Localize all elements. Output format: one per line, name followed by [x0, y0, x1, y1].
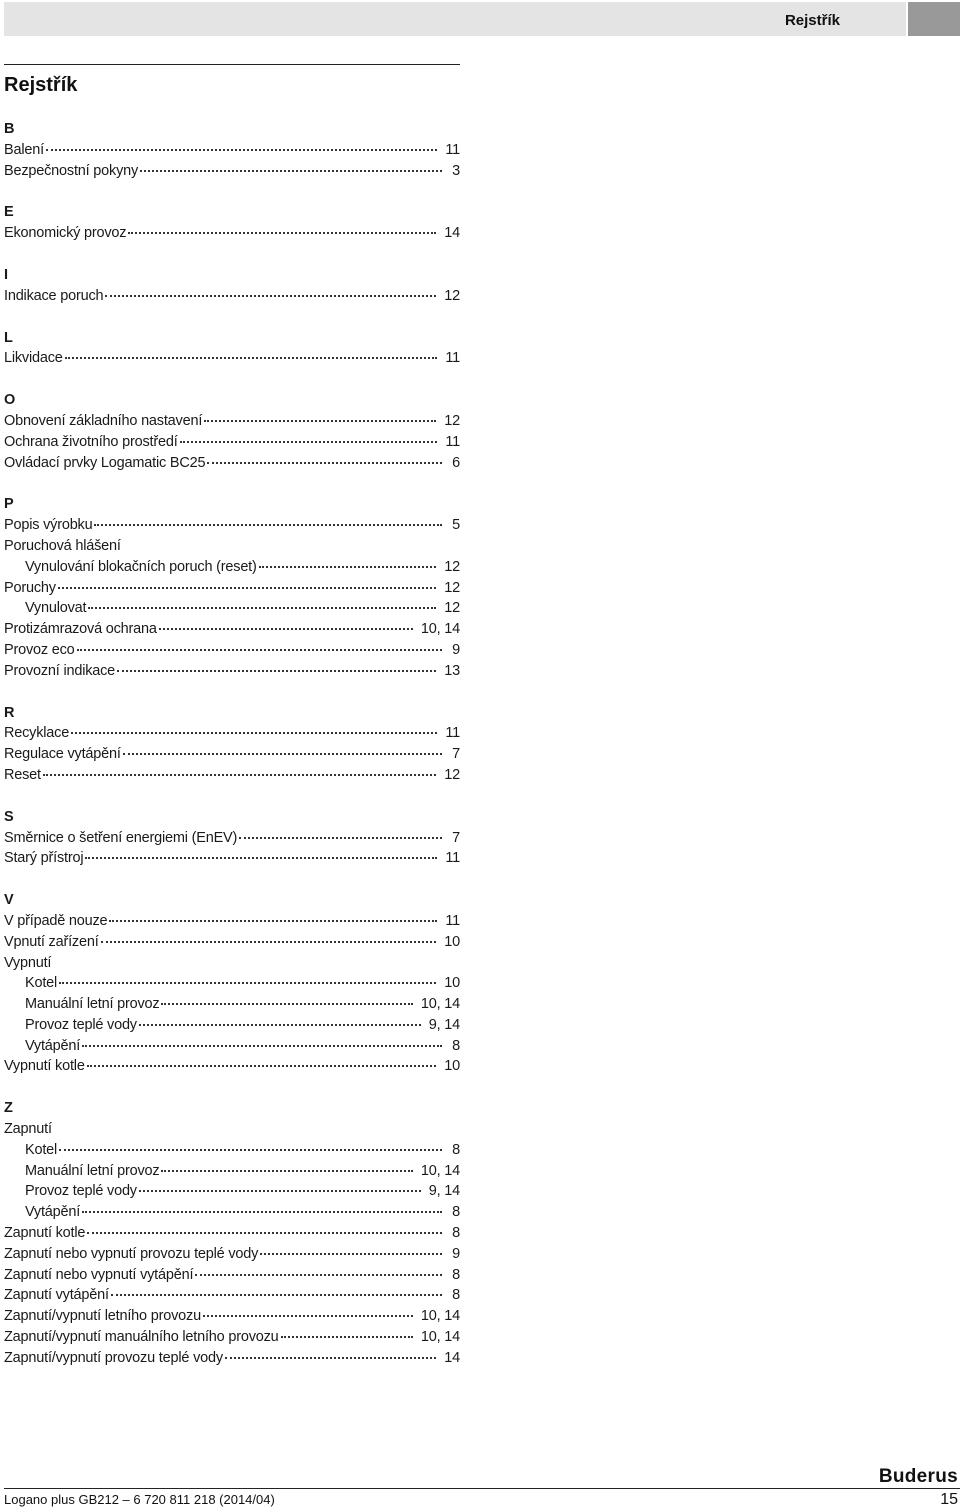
index-entry: [4, 223, 460, 244]
index-subentry: [4, 973, 460, 994]
index-letter-heading: V: [4, 892, 14, 909]
index-letter-heading: E: [4, 204, 14, 221]
index-entry-page: 9, 14: [428, 1183, 460, 1200]
index-entry-page: 9, 14: [428, 1016, 460, 1033]
index-entry: [4, 932, 460, 953]
index-letter-heading: Z: [4, 1100, 13, 1117]
dot-leader: [123, 753, 442, 755]
index-group: [4, 890, 460, 1077]
index-entry-label: Zapnutí/vypnutí manuálního letního provozu: [4, 1329, 279, 1346]
index-entry: [4, 1119, 460, 1140]
title-divider: [4, 64, 460, 65]
index-entry-page: 12: [444, 558, 460, 575]
index-entry-label: Vytápění: [25, 1037, 81, 1054]
index-letter-heading: R: [4, 704, 15, 721]
index-letter-heading: S: [4, 808, 14, 825]
index-entry-page: 11: [445, 141, 460, 158]
brand-logo: Buderus: [878, 1466, 958, 1487]
index-entry-label: V případě nouze: [4, 912, 108, 929]
index-entry-page: 7: [452, 829, 460, 846]
dot-leader: [87, 1232, 442, 1234]
index-entry-label: Ekonomický provoz: [4, 225, 127, 242]
index-subentry: [4, 1202, 460, 1223]
index-group: [4, 265, 460, 307]
index-group: [4, 1098, 460, 1368]
index-entry: [4, 453, 460, 474]
index-entry-page: 10: [444, 975, 460, 992]
index-entry-label: Ovládací prvky Logamatic BC25: [4, 454, 206, 471]
index-entry-page: 5: [452, 517, 460, 534]
dot-leader: [225, 1357, 436, 1359]
index-entry-page: 14: [444, 1349, 460, 1366]
index-entry-label: Poruchová hlášení: [4, 537, 121, 554]
index-entry: [4, 765, 460, 786]
index-subentry: [4, 598, 460, 619]
index-group: [4, 119, 460, 181]
index-entry-label: Kotel: [25, 975, 58, 992]
index-entry-page: 11: [445, 433, 460, 450]
dot-leader: [161, 1003, 412, 1005]
index-entry-page: 9: [452, 641, 460, 658]
index-entry-page: 8: [452, 1287, 460, 1304]
index-entry: [4, 1244, 460, 1265]
index-entry-page: 10, 14: [420, 1308, 460, 1325]
index-entry-page: 3: [452, 162, 460, 179]
index-entry-label: Vypnutí: [4, 954, 52, 971]
index-entry: [4, 1327, 460, 1348]
dot-leader: [204, 420, 436, 422]
footer-document-info: Logano plus GB212 – 6 720 811 218 (2014/04): [4, 1492, 275, 1507]
dot-leader: [195, 1274, 442, 1276]
dot-leader: [71, 732, 437, 734]
dot-leader: [82, 1045, 442, 1047]
dot-leader: [281, 1336, 413, 1338]
index-entry: [4, 286, 460, 307]
index-entry-page: 6: [452, 454, 460, 471]
index-entry-label: Protizámrazová ochrana: [4, 621, 157, 638]
index-subentry: [4, 1036, 460, 1057]
index-entry-label: Vynulovat: [25, 600, 87, 617]
dot-leader: [260, 1253, 442, 1255]
index-entry-label: Zapnutí kotle: [4, 1225, 86, 1242]
dot-leader: [140, 170, 442, 172]
page-number: 15: [940, 1491, 958, 1508]
dot-leader: [161, 1170, 412, 1172]
index-entry-label: Recyklace: [4, 725, 70, 742]
index-entry: [4, 911, 460, 932]
index-subentry: [4, 1161, 460, 1182]
index-entry-page: 12: [444, 412, 460, 429]
index-entry-page: 12: [444, 766, 460, 783]
dot-leader: [65, 357, 438, 359]
index-letter-heading: I: [4, 266, 9, 283]
index-entry: [4, 828, 460, 849]
dot-leader: [259, 566, 437, 568]
dot-leader: [85, 857, 437, 859]
index-entry-label: Zapnutí/vypnutí letního provozu: [4, 1308, 201, 1325]
index-entry: [4, 1285, 460, 1306]
index-group: [4, 494, 460, 681]
dot-leader: [43, 774, 436, 776]
index-entry: [4, 432, 460, 453]
index-letter-heading: B: [4, 121, 15, 137]
header-bar: [4, 2, 906, 36]
index-entry-page: 8: [452, 1141, 460, 1158]
index-group: [4, 328, 460, 370]
index-entry-label: Zapnutí: [4, 1121, 52, 1138]
index-entry: [4, 661, 460, 682]
index-entry-label: Kotel: [25, 1141, 58, 1158]
dot-leader: [46, 149, 437, 151]
dot-leader: [139, 1190, 421, 1192]
index-entry: [4, 161, 460, 182]
index-entry-page: 11: [445, 912, 460, 929]
index-letter-heading: O: [4, 392, 16, 409]
index-entry-label: Bezpečnostní pokyny: [4, 162, 139, 179]
dot-leader: [180, 441, 438, 443]
index-entry-label: Reset: [4, 766, 41, 783]
index-group: [4, 807, 460, 869]
dot-leader: [87, 1065, 437, 1067]
dot-leader: [139, 1024, 421, 1026]
index-entry-page: 10: [444, 1058, 460, 1075]
index-entry-page: 8: [452, 1266, 460, 1283]
index-entry: [4, 1265, 460, 1286]
index-letter-heading: L: [4, 329, 13, 346]
index-entry: [4, 953, 460, 974]
dot-leader: [128, 232, 436, 234]
dot-leader: [58, 587, 436, 589]
index-group: [4, 390, 460, 473]
index-entry-page: 12: [444, 579, 460, 596]
index-entry-label: Ochrana životního prostředí: [4, 433, 178, 450]
index-entry: [4, 348, 460, 369]
index-entry-label: Likvidace: [4, 350, 63, 367]
dot-leader: [59, 982, 436, 984]
index-entry: [4, 1306, 460, 1327]
dot-leader: [82, 1211, 442, 1213]
index-subentry: [4, 1140, 460, 1161]
index-entry-label: Zapnutí nebo vypnutí provozu teplé vody: [4, 1245, 259, 1262]
index-entry-label: Směrnice o šetření energiemi (EnEV): [4, 829, 238, 846]
index-subentry: [4, 1015, 460, 1036]
index-entry-label: Regulace vytápění: [4, 746, 121, 763]
index-letter-heading: P: [4, 496, 14, 513]
index-entry-page: 7: [452, 746, 460, 763]
index-entry-page: 11: [445, 850, 460, 867]
index-entry-page: 10: [444, 933, 460, 950]
index-entry-page: 14: [444, 225, 460, 242]
index-subentry: [4, 1181, 460, 1202]
dot-leader: [101, 941, 437, 943]
dot-leader: [105, 295, 436, 297]
footer-divider: [4, 1488, 960, 1489]
index-list: [4, 119, 460, 1390]
index-subentry: [4, 557, 460, 578]
index-entry: [4, 848, 460, 869]
index-entry-label: Zapnutí vytápění: [4, 1287, 109, 1304]
index-entry: [4, 536, 460, 557]
index-entry-page: 10, 14: [420, 996, 460, 1013]
index-entry-page: 8: [452, 1204, 460, 1221]
index-entry-page: 12: [444, 600, 460, 617]
index-entry-label: Zapnutí/vypnutí provozu teplé vody: [4, 1349, 223, 1366]
index-entry-label: Popis výrobku: [4, 517, 93, 534]
index-entry: [4, 1056, 460, 1077]
dot-leader: [94, 524, 442, 526]
index-entry-label: Obnovení základního nastavení: [4, 412, 203, 429]
index-entry-page: 10, 14: [420, 1162, 460, 1179]
index-entry-page: 10, 14: [420, 621, 460, 638]
index-entry-label: Starý přístroj: [4, 850, 84, 867]
dot-leader: [203, 1315, 413, 1317]
page-title: Rejstřík: [4, 74, 78, 96]
index-entry: [4, 640, 460, 661]
index-entry-label: Manuální letní provoz: [25, 996, 160, 1013]
dot-leader: [117, 670, 436, 672]
index-entry-page: 8: [452, 1225, 460, 1242]
index-entry-label: Vypnutí kotle: [4, 1058, 85, 1075]
index-entry-page: 13: [444, 662, 460, 679]
index-group: [4, 202, 460, 244]
index-entry-label: Provoz teplé vody: [25, 1016, 137, 1033]
index-entry-label: Provozní indikace: [4, 662, 116, 679]
index-group: [4, 703, 460, 786]
index-entry-label: Manuální letní provoz: [25, 1162, 160, 1179]
dot-leader: [207, 462, 442, 464]
index-entry: [4, 1348, 460, 1369]
index-subentry: [4, 994, 460, 1015]
dot-leader: [59, 1149, 442, 1151]
index-entry: [4, 1223, 460, 1244]
dot-leader: [88, 607, 436, 609]
index-entry-page: 10, 14: [420, 1329, 460, 1346]
index-entry-label: Vytápění: [25, 1204, 81, 1221]
index-entry-page: 9: [452, 1245, 460, 1262]
index-entry: [4, 723, 460, 744]
index-entry-label: Poruchy: [4, 579, 56, 596]
index-entry-label: Indikace poruch: [4, 287, 104, 304]
index-entry-label: Vpnutí zařízení: [4, 933, 99, 950]
index-entry: [4, 744, 460, 765]
index-entry-label: Vynulování blokačních poruch (reset): [25, 558, 257, 575]
index-entry-page: 11: [445, 725, 460, 742]
index-entry-page: 11: [445, 350, 460, 367]
dot-leader: [111, 1294, 442, 1296]
index-entry: [4, 140, 460, 161]
header-title: Rejstřík: [784, 12, 840, 29]
dot-leader: [159, 628, 413, 630]
index-entry-page: 8: [452, 1037, 460, 1054]
header-tab-marker: [908, 2, 960, 36]
index-entry-label: Provoz teplé vody: [25, 1183, 137, 1200]
index-entry: [4, 619, 460, 640]
index-entry-page: 12: [444, 287, 460, 304]
index-entry-label: Provoz eco: [4, 641, 75, 658]
index-entry: [4, 411, 460, 432]
index-entry: [4, 515, 460, 536]
dot-leader: [109, 920, 437, 922]
index-entry-label: Balení: [4, 141, 44, 158]
index-entry-label: Zapnutí nebo vypnutí vytápění: [4, 1266, 194, 1283]
dot-leader: [77, 649, 442, 651]
index-entry: [4, 578, 460, 599]
dot-leader: [239, 837, 442, 839]
